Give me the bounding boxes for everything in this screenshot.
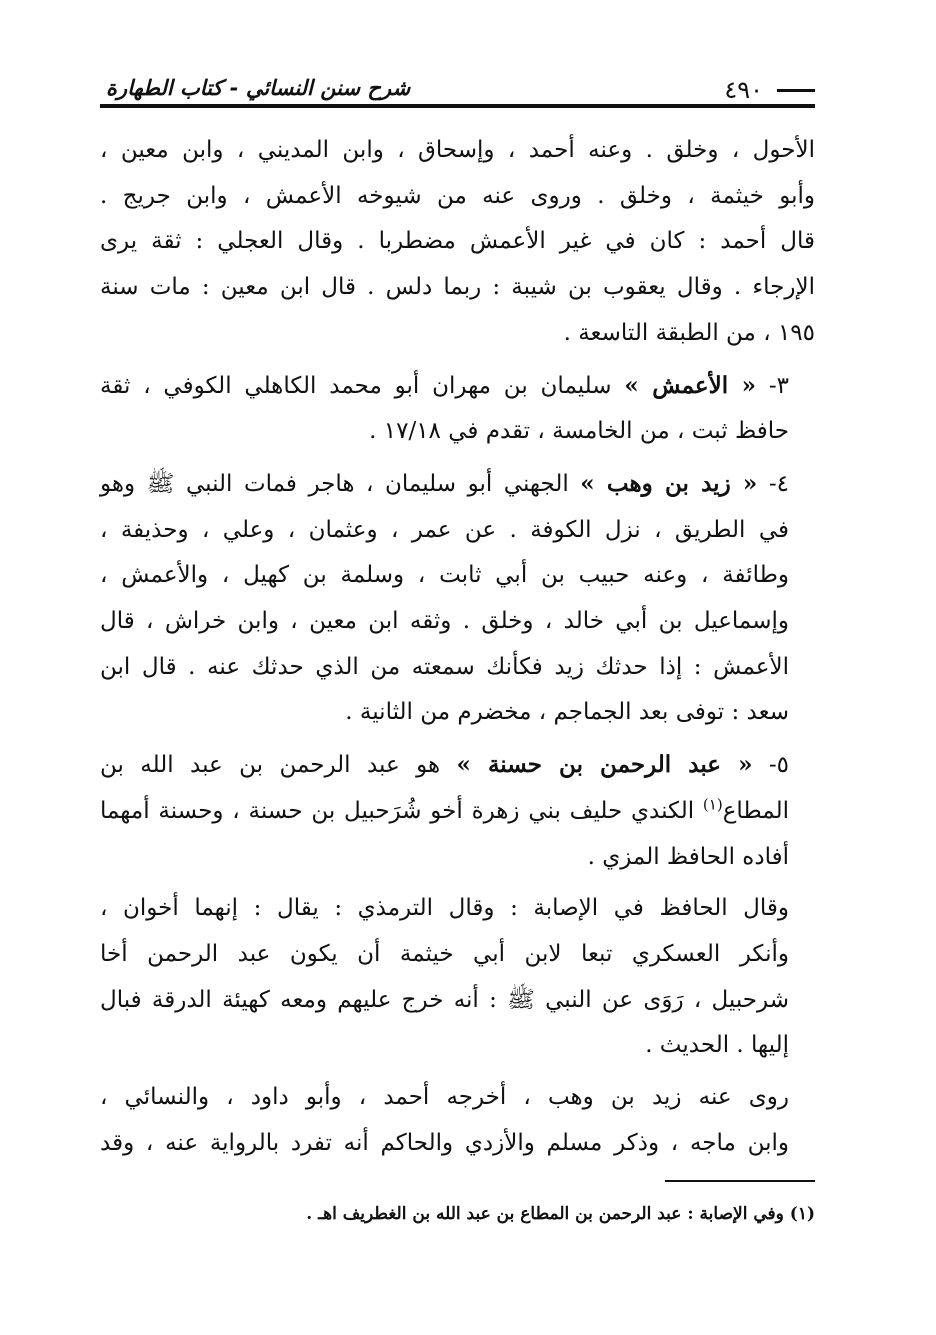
paragraph-narrators (100, 1075, 815, 1166)
entry-number: ٥- (752, 752, 789, 779)
text-line: وأنكر العسكري تبعا لابن أبي خيثمة أن يكون عبد الرحمن أخا (100, 940, 789, 967)
header-title: شرح سنن النسائي - كتاب الطهارة (106, 76, 411, 100)
text-line: الأحول ، وخلق . وعنه أحمد ، وإسحاق ، وابن المديني ، وابن معين ، (100, 137, 815, 163)
entry-text: هو عبد الرحمن بن عبد الله بن (100, 752, 457, 779)
footnote: (١) وفي الإصابة : عبد الرحمن بن المطاع بن عبد الله بن الغطريف اهـ . (306, 1204, 815, 1225)
text-line: شرحبيل ، رَوَى عن النبي ﷺ : أنه خرج عليهم ومعه كهيئة الدرقة فبال (100, 986, 789, 1013)
text-line: في الطريق ، نزل الكوفة . عن عمر ، وعثمان ، وعلي ، وحذيفة ، (100, 516, 789, 543)
header-rule-short (777, 89, 815, 92)
text-line: ١٩٥ ، من الطبقة التاسعة . (563, 319, 815, 346)
book-page (100, 62, 815, 1238)
text-line: إليها . الحديث . (645, 1032, 789, 1059)
page-body (100, 128, 815, 1238)
footnote-marker[interactable]: (١) (702, 795, 723, 814)
text-line: الإرجاء . وقال يعقوب بن شيبة : ربما دلس . قال ابن معين : مات سنة (100, 274, 815, 301)
paragraph-abd-al-rahman (100, 742, 815, 880)
running-header (100, 62, 815, 106)
text-line (100, 742, 815, 789)
text-line: حافظ ثبت ، من الخامسة ، تقدم في ١٧/١٨ . (369, 418, 789, 445)
text-line: وطائفة ، وعنه حبيب بن أبي ثابت ، وسلمة بن كهيل ، والأعمش ، (100, 562, 789, 589)
entry-text: سليمان بن مهران أبو محمد الكاهلي الكوفي ، ثقة (100, 372, 625, 399)
paragraph-isaba (100, 886, 815, 1069)
paragraph-1 (100, 128, 815, 357)
text-line: وابن ماجه ، وذكر مسلم والأزدي والحاكم أنه تفرد بالرواية عنه ، وقد (100, 1129, 789, 1156)
text-line (100, 363, 815, 410)
entry-number: ٤- (757, 470, 789, 497)
text-line: سعد : توفى بعد الجماجم ، مخضرم من الثانية . (345, 699, 789, 726)
entry-number: ٣- (756, 372, 789, 399)
text-fragment: المطاع (722, 797, 789, 824)
entry-text: الجهني أبو سليمان ، هاجر فمات النبي ﷺ وهو (100, 470, 581, 497)
text-line: أفاده الحافظ المزي . (587, 843, 789, 870)
text-line: قال أحمد : كان في غير الأعمش مضطربا . وقال العجلي : ثقة يرى (100, 228, 815, 255)
text-line: الأعمش : إذا حدثك زيد فكأنك سمعته من الذي حدثك عنه . قال ابن (100, 653, 789, 680)
text-fragment: الكندي حليف بني زهرة أخو شُرَحبيل بن حسنة ، وحسنة أمهما (100, 797, 703, 824)
text-line: وإسماعيل بن أبي خالد ، وخلق . وثقه ابن معين ، وابن خراش ، قال (100, 608, 789, 635)
entry-name: « عبد الرحمن بن حسنة » (456, 751, 753, 779)
text-line (100, 461, 815, 508)
header-rule (100, 104, 815, 108)
entry-name: « زيد بن وهب » (580, 469, 758, 497)
footnote-separator (665, 1180, 815, 1182)
paragraph-zayd-bin-wahb (100, 461, 815, 736)
text-line (100, 789, 815, 835)
text-line: وأبو خيثمة ، وخلق . وروى عنه من شيوخه الأعمش ، وابن جريج . (100, 182, 815, 209)
text-line: وقال الحافظ في الإصابة : وقال الترمذي : يقال : إنهما أخوان ، (100, 895, 789, 922)
paragraph-al-amash (100, 363, 815, 455)
entry-name: « الأعمش » (624, 371, 757, 399)
page-number: ٤٩٠ (724, 76, 763, 104)
text-line: روى عنه زيد بن وهب ، أخرجه أحمد ، وأبو داود ، والنسائي ، (100, 1084, 789, 1111)
